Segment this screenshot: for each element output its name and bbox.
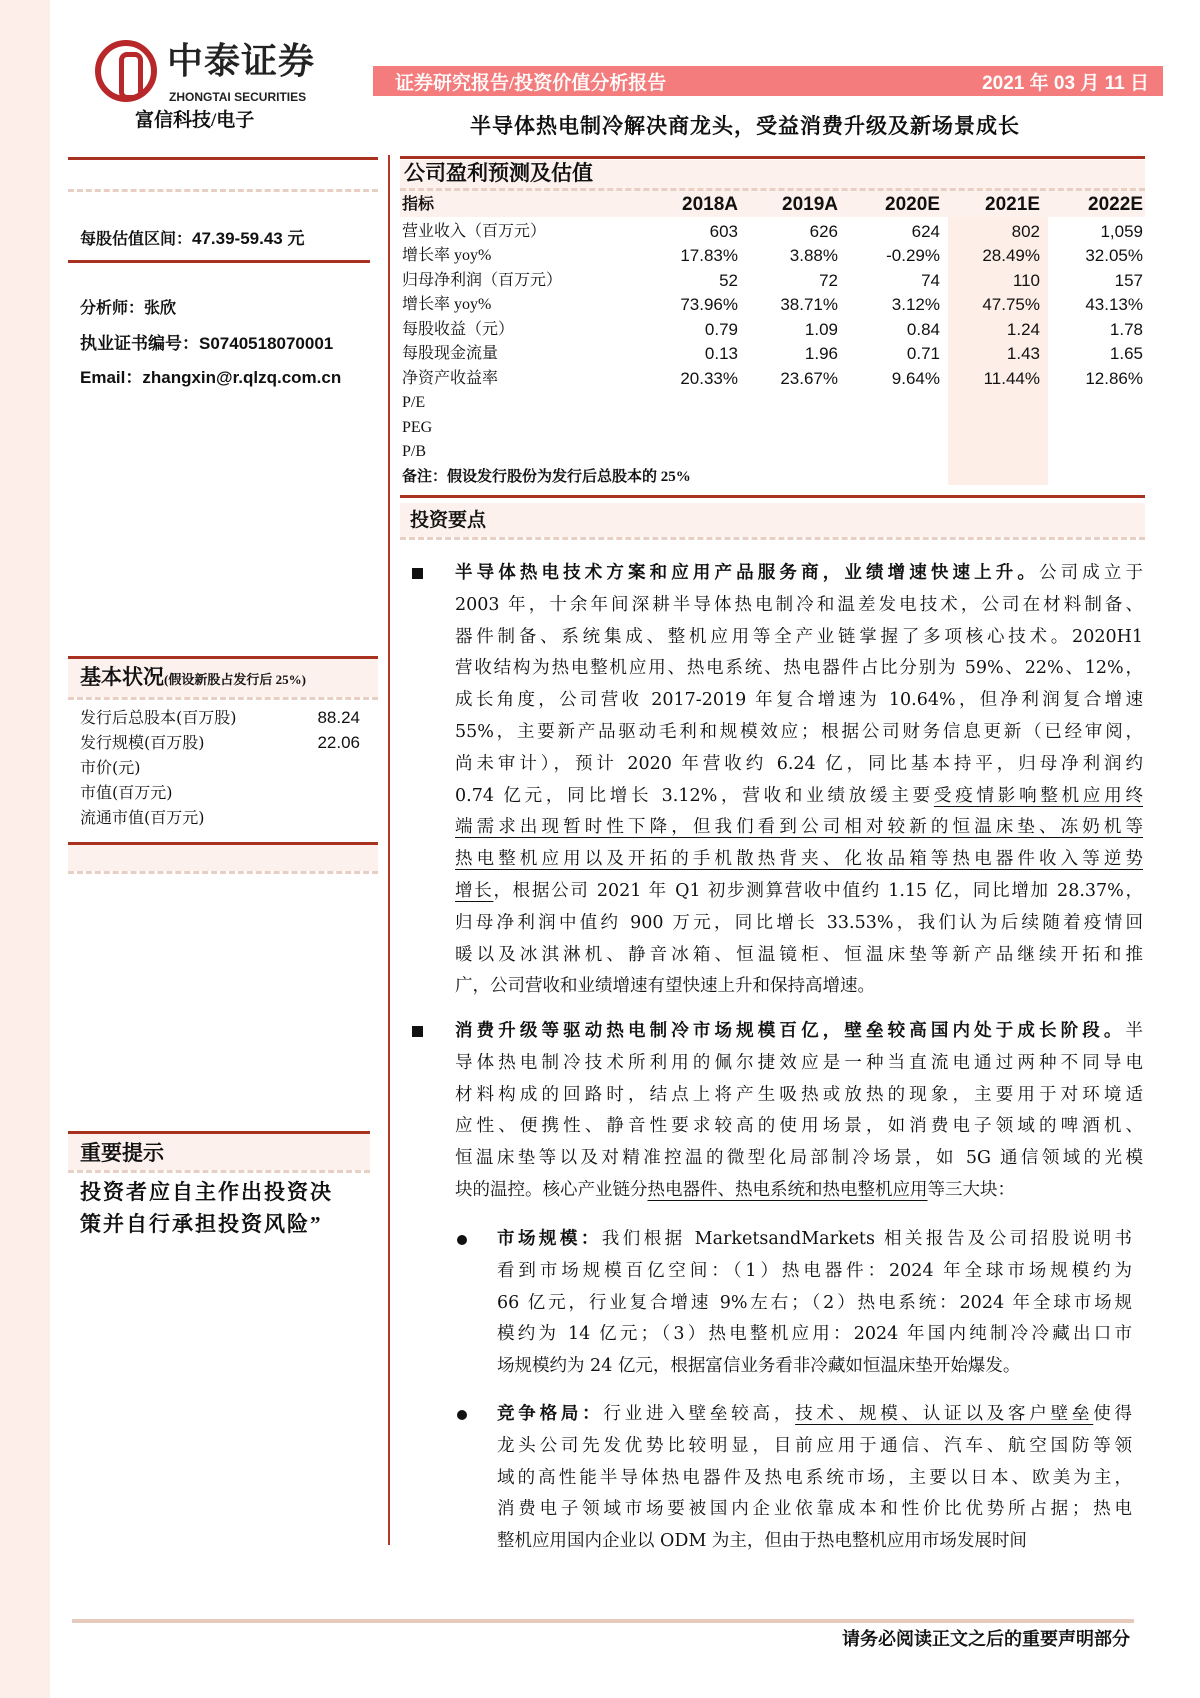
basic-info-label: 流通市值(百万元) — [80, 808, 205, 827]
text-line — [497, 1494, 1132, 1526]
table-cell: 802 — [1011, 221, 1040, 241]
underlined-text: 热电整机应用以及开拓的手机散热背夹、化妆品箱等热电器件收入等逆势 — [455, 849, 1143, 870]
table-cell: 9.64% — [891, 368, 940, 388]
text-segment: ，根据公司 2021 年 Q1 初步测算营收中值约 1.15 亿，同比增加 28.37%， — [493, 880, 1144, 901]
text-line — [455, 558, 1143, 590]
bullet-dot-icon — [457, 1410, 467, 1420]
underlined-text: 增长 — [455, 880, 494, 901]
row-label: 归母净利润（百万元） — [402, 271, 563, 289]
table-cell: 52 — [719, 270, 738, 290]
text-segment: 消费电子领域市场要被国内企业依靠成本和性价比优势所占据；热电 — [497, 1499, 1132, 1520]
table-cell: 74 — [921, 270, 940, 290]
text-segment: 材料构成的回路时，结点上将产生吸热或放热的现象，主要用于对环境适 — [455, 1084, 1143, 1105]
valuation-label: 每股估值区间： — [80, 231, 193, 248]
text-segment: 恒温床垫等以及对精准控温的微型化局部制冷场景，如 5G 通信领域的光模 — [455, 1148, 1143, 1169]
text-line — [497, 1431, 1132, 1463]
text-line — [497, 1399, 1132, 1431]
text-segment: 归母净利润中值约 900 万元，同比增长 33.53%，我们认为后续随着疫情回 — [455, 912, 1143, 933]
logo-text-cn: 中泰证券 — [167, 41, 316, 82]
table-row — [402, 293, 1145, 318]
report-title: 半导体热电制冷解决商龙头，受益消费升级及新场景成长 — [470, 114, 1020, 138]
paragraph-market-size — [497, 1224, 1132, 1383]
basic-info-label: 发行规模(百万股) — [80, 733, 205, 752]
bullet-square-icon — [412, 1026, 423, 1037]
table-cell: 23.67% — [780, 368, 838, 388]
text-line — [455, 1175, 1143, 1207]
column-header: 2019A — [782, 193, 838, 215]
table-cell: 47.75% — [982, 295, 1040, 314]
row-label: PEG — [402, 418, 433, 436]
table-cell: 3.12% — [891, 295, 940, 314]
notice-text: 策并自行承担投资风险” — [80, 1212, 323, 1236]
row-label: 增长率 yoy% — [402, 247, 492, 264]
valuation-range — [80, 229, 304, 249]
table-row — [402, 366, 1145, 391]
text-segment: 广，公司营收和业绩增速有望快速上升和保持高增速。 — [455, 976, 875, 997]
text-segment: 场规模约为 24 亿元，根据富信业务看非冷藏如恒温床垫开始爆发。 — [497, 1356, 1021, 1377]
underlined-text: 技术、规模、认证以及客户壁垒 — [795, 1404, 1094, 1424]
table-row — [402, 219, 1145, 244]
table-cell: 1,059 — [1100, 221, 1143, 241]
logo-mark-icon — [95, 40, 157, 102]
underlined-text: 端需求出现暂时性下降，但我们看到公司相对较新的恒温床垫、冻奶机等 — [455, 817, 1143, 838]
divider — [68, 260, 370, 263]
table-row — [402, 391, 1145, 416]
basic-note: (假设新股占发行后 25%) — [164, 672, 306, 687]
section-header-bg — [400, 503, 1145, 537]
text-line — [497, 1288, 1132, 1320]
text-line — [497, 1351, 1132, 1383]
column-header: 2022E — [1088, 193, 1143, 215]
divider — [400, 537, 1145, 540]
text-segment: 导体热电制冷技术所利用的佩尔捷效应是一种当直流电通过两种不同导电 — [455, 1052, 1143, 1073]
bold-lead: 消费升级等驱动热电制冷市场规模百亿，壁垒较高国内处于成长阶段。 — [455, 1021, 1126, 1041]
table-cell: 1.09 — [804, 319, 838, 339]
text-segment: 应性、便携性、静音性要求较高的使用场景，如消费电子领域的啤酒机、 — [455, 1116, 1143, 1137]
basic-info-value: 88.24 — [317, 708, 360, 727]
text-segment: 尚未审计），预计 2020 年营收约 6.24 亿，同比基本持平，归母净利润约 — [455, 753, 1143, 774]
valuation-value: 47.39-59.43 元 — [192, 229, 305, 248]
notice-title: 重要提示 — [80, 1141, 164, 1165]
table-cell: 624 — [911, 221, 940, 241]
table-cell: 1.78 — [1109, 319, 1143, 339]
text-line — [455, 653, 1143, 685]
table-row — [402, 342, 1145, 367]
text-line — [455, 812, 1143, 844]
table-header-row — [402, 192, 1145, 217]
text-segment: 龙头公司先发优势比较明显，目前应用于通信、汽车、航空国防等领 — [497, 1435, 1132, 1456]
text-segment: 块的温控。核心产业链分 — [455, 1179, 648, 1200]
text-line — [497, 1463, 1132, 1495]
text-segment: 看到市场规模百亿空间：（1）热电器件：2024 年全球市场规模约为 — [497, 1260, 1132, 1281]
underlined-text: 受疫情影响整机应用终 — [933, 785, 1144, 806]
column-header: 指标 — [402, 195, 435, 213]
basic-info-label: 发行后总股本(百万股) — [80, 708, 237, 727]
analyst-name: 分析师：张欣 — [80, 300, 177, 317]
table-cell: 72 — [819, 270, 838, 290]
column-divider — [388, 155, 390, 1545]
divider — [400, 188, 1145, 191]
divider — [68, 697, 378, 700]
table-row — [402, 317, 1145, 342]
table-row — [402, 244, 1145, 269]
basic-info-row — [80, 733, 360, 753]
table-cell: 0.84 — [906, 319, 940, 339]
table-cell: 11.44% — [983, 368, 1040, 388]
company-sector: 富信科技/电子 — [135, 110, 255, 131]
row-label: 每股收益（元） — [402, 320, 515, 338]
bold-lead: 半导体热电技术方案和应用产品服务商，业绩增速快速上升。 — [455, 563, 1039, 583]
text-line — [497, 1256, 1132, 1288]
text-line — [455, 940, 1143, 972]
row-label: P/B — [402, 443, 427, 460]
text-line — [455, 1143, 1143, 1175]
basic-info-label: 市值(百万元) — [80, 783, 173, 802]
column-header: 2020E — [885, 193, 940, 215]
bullet-square-icon — [412, 568, 423, 579]
text-segment: 模约为 14 亿元；（3）热电整机应用：2024 年国内纯制冷冷藏出口市 — [497, 1324, 1132, 1345]
text-segment: 等三大块： — [927, 1179, 1015, 1200]
text-line — [455, 685, 1143, 717]
text-line — [455, 971, 1143, 1003]
text-line — [455, 717, 1143, 749]
section-title: 投资要点 — [410, 510, 487, 531]
table-cell: 157 — [1114, 270, 1143, 290]
table-cell: 17.83% — [680, 246, 738, 265]
column-header: 2018A — [682, 193, 738, 215]
divider — [68, 189, 378, 192]
text-segment: 55%，主要新产品驱动毛利和规模效应；根据公司财务信息更新（已经审阅， — [455, 721, 1143, 742]
table-cell: 12.86% — [1085, 368, 1143, 388]
table-cell: 73.96% — [680, 295, 738, 314]
table-cell: 28.49% — [982, 246, 1040, 265]
underlined-text: 热电器件、热电系统和热电整机应用 — [647, 1179, 928, 1200]
paragraph-market — [455, 1016, 1143, 1207]
divider — [400, 495, 1145, 498]
divider — [68, 157, 378, 160]
table-cell: 20.33% — [680, 368, 738, 388]
blank-band — [68, 845, 378, 871]
license-number: 执业证书编号：S0740518070001 — [80, 334, 334, 353]
report-date: 2021 年 03 月 11 日 — [982, 72, 1149, 94]
table-cell: 110 — [1012, 270, 1040, 290]
basic-info-row — [80, 708, 360, 728]
text-line — [455, 590, 1143, 622]
text-segment: 2003 年，十余年间深耕半导体热电制冷和温差发电技术，公司在材料制备、 — [455, 594, 1143, 615]
table-cell: 0.13 — [704, 344, 738, 363]
text-segment: 器件制备、系统集成、整机应用等全产业链掌握了多项核心技术。2020H1 — [455, 626, 1143, 647]
table-cell: 1.65 — [1109, 344, 1143, 363]
text-segment: 使得 — [1093, 1404, 1133, 1424]
table-cell: 1.24 — [1006, 319, 1040, 339]
table-cell: 3.88% — [789, 246, 838, 265]
analyst-email[interactable]: Email：zhangxin@r.qlzq.com.cn — [80, 368, 342, 387]
column-header: 2021E — [985, 193, 1040, 215]
text-line — [455, 749, 1143, 781]
table-cell: 1.43 — [1006, 344, 1040, 363]
table-cell: 1.96 — [804, 344, 838, 363]
text-line — [497, 1224, 1132, 1256]
table-cell: 38.71% — [780, 295, 838, 314]
table-cell: -0.29% — [886, 246, 940, 265]
text-line — [455, 844, 1143, 876]
text-segment: 半 — [1125, 1021, 1143, 1041]
text-segment: 公司成立于 — [1038, 563, 1144, 583]
text-line — [455, 1080, 1143, 1112]
text-segment: 行业进入壁垒较高， — [603, 1404, 796, 1424]
table-note: 备注：假设发行股份为发行后总股本的 25% — [402, 469, 691, 485]
table-cell: 32.05% — [1085, 246, 1143, 265]
text-segment: 成长角度，公司营收 2017-2019 年复合增速为 10.64%，但净利润复合增速 — [455, 690, 1143, 711]
divider — [68, 1170, 370, 1173]
basic-info-row — [80, 783, 360, 803]
bullet-dot-icon — [457, 1235, 467, 1245]
text-line — [455, 1048, 1143, 1080]
row-label: 每股现金流量 — [402, 345, 499, 362]
divider — [68, 871, 378, 874]
text-segment: 域的高性能半导体热电器件及热电系统市场，主要以日本、欧美为主， — [497, 1467, 1132, 1488]
text-segment: 暖以及冰淇淋机、静音冰箱、恒温镜柜、恒温床垫等新产品继续开拓和推 — [455, 944, 1143, 965]
basic-title-text: 基本状况 — [80, 665, 164, 689]
bold-lead: 竞争格局： — [497, 1404, 604, 1424]
report-type: 证券研究报告/投资价值分析报告 — [395, 72, 667, 94]
table-cell: 626 — [809, 221, 838, 241]
basic-info-row — [80, 758, 360, 778]
text-segment: 营收结构为热电整机应用、热电系统、热电器件占比分别为 59%、22%、12%， — [455, 658, 1143, 679]
footer-disclaimer: 请务必阅读正文之后的重要声明部分 — [842, 1629, 1130, 1649]
table-cell: 43.13% — [1085, 295, 1143, 314]
text-line — [497, 1526, 1132, 1558]
text-segment: 整机应用国内企业以 ODM 为主，但由于热电整机应用市场发展时间 — [497, 1531, 1027, 1552]
basic-info-label: 市价(元) — [80, 758, 141, 777]
basic-title — [80, 664, 306, 693]
paragraph-competition — [497, 1399, 1132, 1558]
page-margin-strip — [0, 0, 50, 1698]
text-segment: 我们根据 MarketsandMarkets 相关报告及公司招股说明书 — [601, 1229, 1132, 1249]
row-label: 净资产收益率 — [402, 369, 499, 387]
footer-line — [72, 1619, 1134, 1623]
divider — [400, 156, 1145, 159]
text-line — [455, 1111, 1143, 1143]
logo-text-en: ZHONGTAI SECURITIES — [169, 90, 307, 104]
bold-lead: 市场规模： — [497, 1229, 602, 1249]
row-label: 营业收入（百万元） — [402, 222, 547, 240]
text-line — [455, 622, 1143, 654]
table-cell: 0.71 — [906, 344, 940, 363]
text-line — [497, 1319, 1132, 1351]
table-cell: 603 — [709, 221, 738, 241]
text-segment: 0.74 亿元，同比增长 3.12%，营收和业绩放缓主要 — [455, 785, 934, 806]
paragraph-growth — [455, 558, 1143, 1003]
text-segment: 66 亿元，行业复合增速 9%左右；（2）热电系统：2024 年全球市场规 — [497, 1292, 1132, 1313]
table-row — [402, 268, 1145, 293]
row-label: 增长率 yoy% — [402, 296, 492, 313]
notice-text: 投资者应自主作出投资决 — [80, 1180, 333, 1204]
text-line — [455, 908, 1143, 940]
row-label: P/E — [402, 394, 426, 411]
text-line — [455, 1016, 1143, 1048]
text-line — [455, 781, 1143, 813]
table-cell: 0.79 — [704, 319, 738, 339]
basic-info-value: 22.06 — [317, 733, 360, 752]
table-row — [402, 415, 1145, 440]
company-logo — [95, 40, 345, 110]
report-banner — [373, 66, 1163, 96]
table-title: 公司盈利预测及估值 — [404, 161, 593, 185]
table-row — [402, 440, 1145, 465]
text-line — [455, 876, 1143, 908]
basic-info-row — [80, 808, 360, 828]
